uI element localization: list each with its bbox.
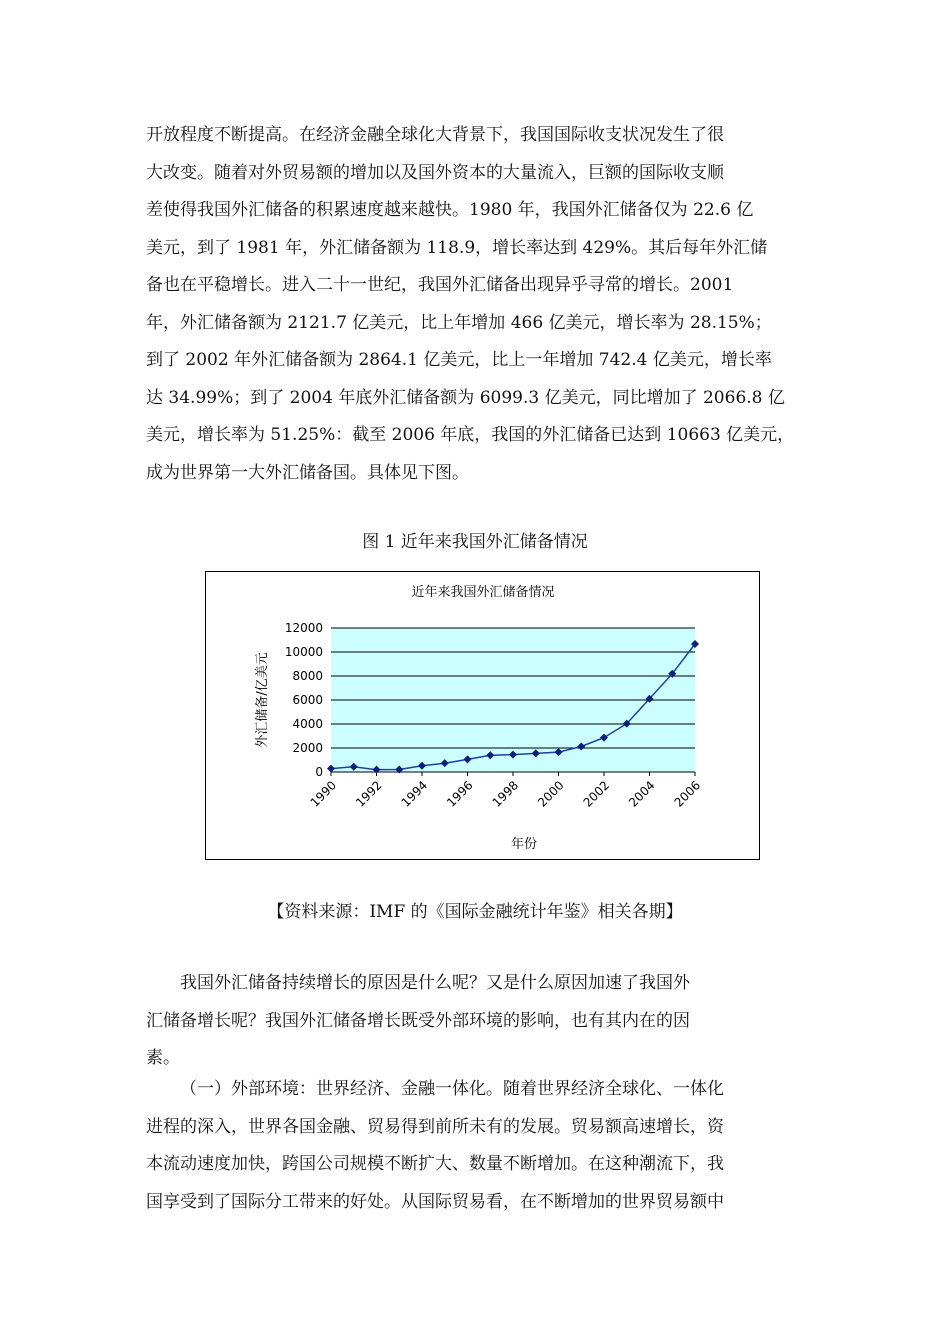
y-tick-label: 4000 [292, 717, 323, 731]
y-axis-ticks [285, 621, 323, 779]
source-note: 【资料来源：IMF 的《国际金融统计年鉴》相关各期】 [267, 902, 683, 922]
y-tick-label: 2000 [292, 741, 323, 755]
paragraph-intro [146, 117, 826, 492]
y-tick-label: 12000 [284, 621, 323, 635]
x-tick-label: 1998 [489, 778, 522, 810]
x-tick-label: 1992 [353, 778, 385, 810]
chart-frame [205, 571, 760, 860]
x-tick-label: 1996 [444, 778, 476, 810]
line-chart [206, 572, 759, 859]
x-axis-ticks [308, 772, 703, 810]
text-line: 备也在平稳增长。进入二十一世纪，我国外汇储备出现异乎寻常的增长。2001 [146, 275, 734, 295]
y-tick-label: 6000 [292, 693, 323, 707]
figure-caption: 图 1 近年来我国外汇储备情况 [362, 532, 588, 552]
y-axis-label: 外汇储备/亿美元 [255, 652, 270, 748]
paragraph-external-environment [146, 1071, 826, 1221]
text-line: 美元，到了 1981 年，外汇储备额为 118.9，增长率达到 429%。其后每年外汇储 [146, 237, 768, 258]
text-line: 美元，增长率为 51.25%：截至 2006 年底，我国的外汇储备已达到 10663 亿美元， [146, 425, 795, 445]
text-line: 到了 2002 年外汇储备额为 2864.1 亿美元，比上一年增加 742.4 亿美元，增长率 [146, 350, 772, 370]
text-line: 年，外汇储备额为 2121.7 亿美元，比上年增加 466 亿美元，增长率为 28.15%； [146, 312, 772, 333]
y-tick-label: 0 [315, 765, 323, 779]
x-tick-label: 1994 [398, 778, 431, 810]
x-axis-label: 年份 [510, 837, 538, 852]
text-line: 开放程度不断提高。在经济金融全球化大背景下，我国国际收支状况发生了很 [146, 125, 724, 145]
x-tick-label: 1990 [307, 778, 340, 810]
text-line: 进程的深入，世界各国金融、贸易得到前所未有的发展。贸易额高速增长，资 [146, 1116, 724, 1137]
x-tick-label: 2004 [626, 778, 658, 810]
text-line: 国享受到了国际分工带来的好处。从国际贸易看，在不断增加的世界贸易额中 [146, 1191, 724, 1212]
text-line: 成为世界第一大外汇储备国。具体见下图。 [146, 462, 469, 483]
x-tick-label: 2006 [671, 778, 704, 810]
x-tick-label: 2002 [580, 778, 613, 810]
text-line: （一）外部环境：世界经济、金融一体化。随着世界经济全球化、一体化 [180, 1079, 724, 1099]
y-tick-label: 10000 [284, 645, 323, 659]
text-line: 大改变。随着对外贸易额的增加以及国外资本的大量流入，巨额的国际收支顺 [146, 162, 724, 183]
text-line: 我国外汇储备持续增长的原因是什么呢？又是什么原因加速了我国外 [180, 973, 690, 993]
x-tick-label: 2000 [535, 778, 567, 810]
text-line: 达 34.99%；到了 2004 年底外汇储备额为 6099.3 亿美元，同比增加了 2066.8 亿 [146, 387, 785, 408]
paragraph-question [146, 965, 826, 1078]
chart-title: 近年来我国外汇储备情况 [411, 585, 555, 600]
text-line: 差使得我国外汇储备的积累速度越来越快。1980 年，我国外汇储备仅为 22.6 亿 [146, 200, 754, 220]
text-line: 素。 [146, 1048, 180, 1068]
text-line: 汇储备增长呢？我国外汇储备增长既受外部环境的影响，也有其内在的因 [146, 1010, 690, 1031]
text-line: 本流动速度加快，跨国公司规模不断扩大、数量不断增加。在这种潮流下，我 [146, 1154, 724, 1174]
y-tick-label: 8000 [292, 669, 323, 683]
